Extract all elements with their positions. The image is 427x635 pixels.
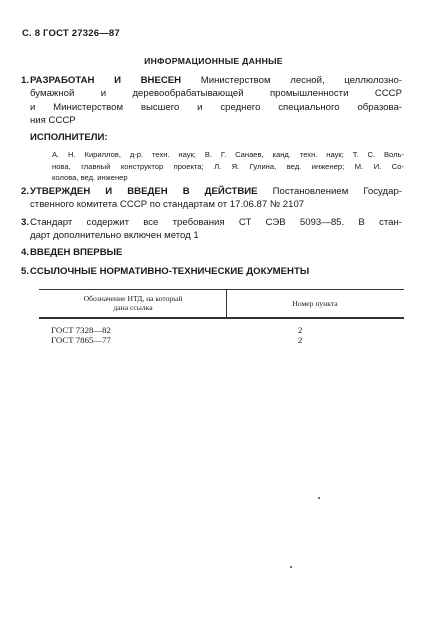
section-2 [21, 185, 402, 212]
section-4 [21, 246, 402, 259]
section-5 [21, 265, 402, 278]
section-1-line-1: Министерством лесной, целлюлозно- [181, 75, 402, 86]
scan-speck [318, 497, 320, 499]
section-3-number: 3. [21, 217, 30, 228]
section-1-line-4: ния СССР [30, 114, 76, 126]
scan-speck [290, 566, 292, 568]
table-cell-clause: 2 [298, 325, 303, 335]
section-3-line-2: дарт дополнительно включен метод 1 [30, 230, 199, 242]
section-1-line-2: бумажной и деревообрабатывающей промышленности СССР [30, 88, 402, 100]
table-cell-clause: 2 [298, 335, 303, 345]
section-3-line-1: Стандарт содержит все требования СТ СЭВ 5093—85. В стан- [30, 217, 402, 228]
section-2-line-2: ственного комитета СССР по стандартам от 17.06.87 № 2107 [30, 199, 305, 211]
section-4-label: ВВЕДЕН ВПЕРВЫЕ [30, 247, 123, 258]
section-2-label: УТВЕРЖДЕН И ВВЕДЕН В ДЕЙСТВИЕ [30, 186, 258, 197]
section-2-line-1: Постановлением Государ- [257, 186, 402, 197]
reference-documents-table [39, 289, 404, 347]
section-1-label: РАЗРАБОТАН И ВНЕСЕН [30, 75, 182, 86]
executors-line-2: нова, главный конструктор проекта; Л. Я. Гулина, вед. инженер; М. И. Со- [52, 161, 404, 171]
table-header-clause: Номер пункта [292, 299, 338, 308]
table-header-rule [39, 317, 404, 319]
section-1 [21, 74, 402, 127]
page-header: С. 8 ГОСТ 27326—87 [22, 28, 120, 39]
section-2-number: 2. [21, 186, 30, 197]
section-1-number: 1. [21, 75, 30, 86]
table-cell-document: ГОСТ 7865—77 [51, 335, 111, 345]
section-4-number: 4. [21, 247, 30, 258]
executors-list [52, 149, 404, 184]
section-3 [21, 216, 402, 243]
executors-line-1: А. Н. Кириллов, д-р. техн. наук; В. Г. Санаев, канд. техн. наук; Т. С. Воль- [52, 150, 404, 159]
executors-line-3: колова, вед. инженер [52, 173, 128, 183]
section-5-label: ССЫЛОЧНЫЕ НОРМАТИВНО-ТЕХНИЧЕСКИЕ ДОКУМЕНТЫ [30, 266, 310, 277]
document-title: ИНФОРМАЦИОННЫЕ ДАННЫЕ [144, 56, 283, 66]
section-1-line-3: и Министерством высшего и среднего специального образова- [30, 101, 402, 113]
table-header-document-line-1: Обозначение НТД, на который [83, 294, 183, 303]
table-cell-document: ГОСТ 7328—82 [51, 325, 111, 335]
executors-label: ИСПОЛНИТЕЛИ: [30, 132, 108, 143]
table-top-rule [39, 289, 404, 290]
section-5-number: 5. [21, 266, 30, 277]
table-header-document [49, 294, 217, 312]
table-header-document-line-2: дана ссылка [113, 303, 153, 312]
